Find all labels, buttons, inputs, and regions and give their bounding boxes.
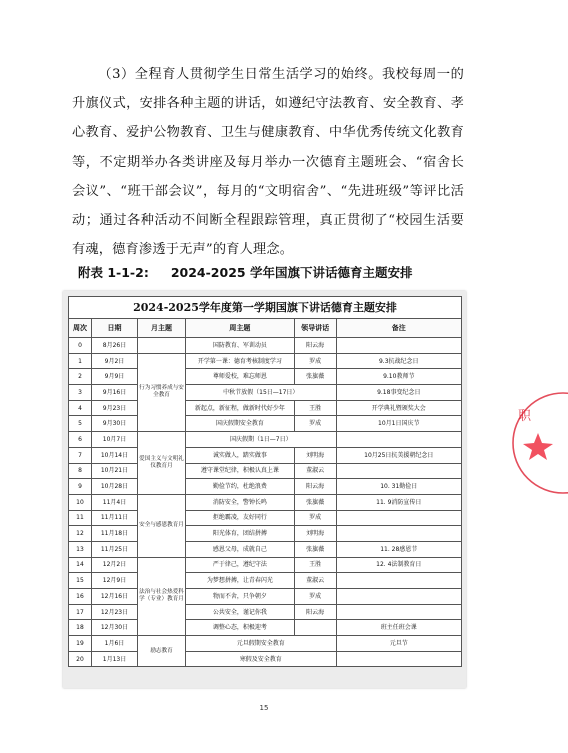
- cell-date: 11月11日: [91, 510, 137, 526]
- table-row: [69, 463, 462, 479]
- header-leader-speech: 领导讲话: [294, 319, 336, 338]
- table-row: [69, 447, 462, 463]
- cell-date: 1月6日: [91, 636, 137, 652]
- table-row: [69, 541, 462, 557]
- table-row: [69, 557, 462, 573]
- cell-leader: 罗成: [294, 589, 336, 605]
- table-caption: [78, 263, 412, 281]
- cell-note: [336, 573, 461, 589]
- page-number: 15: [259, 704, 269, 712]
- cell-week: 1: [69, 353, 92, 369]
- cell-week-theme: 中秋节放假（15日—17日）: [186, 385, 336, 401]
- table-row: [69, 479, 462, 495]
- cell-week-theme: 寒假及安全教育: [186, 651, 336, 667]
- table-row: [69, 510, 462, 526]
- cell-date: 9月23日: [91, 400, 137, 416]
- cell-leader: 阳云海: [294, 338, 336, 354]
- cell-date: 10月7日: [91, 432, 137, 448]
- cell-leader: 阳云海: [294, 479, 336, 495]
- cell-note: 12. 4法制教育日: [336, 557, 461, 573]
- cell-leader: 刘明海: [294, 447, 336, 463]
- table-row: [69, 651, 462, 667]
- cell-week: 5: [69, 416, 92, 432]
- cell-note: 11. 28感恩节: [336, 541, 461, 557]
- cell-week-theme: 开学第一课：德育考核制度学习: [186, 353, 295, 369]
- cell-week-theme: 为梦想拼搏，让青春闪光: [186, 573, 295, 589]
- cell-note: [336, 338, 461, 354]
- table-row: [69, 526, 462, 542]
- cell-date: 12月16日: [91, 589, 137, 605]
- cell-note: 9.3抗战纪念日: [336, 353, 461, 369]
- header-month-theme: 月主题: [137, 319, 185, 338]
- cell-week: 4: [69, 400, 92, 416]
- table-row: [69, 385, 462, 401]
- cell-date: 10月28日: [91, 479, 137, 495]
- cell-week-theme: 国庆假期安全教育: [186, 416, 295, 432]
- table-row: [69, 400, 462, 416]
- cell-note: [336, 526, 461, 542]
- cell-week-theme: 新起点，新征程，做新时代好少年: [186, 400, 295, 416]
- cell-note: 10月1日国庆节: [336, 416, 461, 432]
- cell-week: 2: [69, 369, 92, 385]
- cell-week: 7: [69, 447, 92, 463]
- schedule-table: [68, 296, 462, 667]
- paragraph-text: （3）全程育人贯彻学生日常生活学习的始终。我校每周一的升旗仪式，安排各种主题的讲话，如遵纪守法教育、安全教育、孝心教育、爱护公物教育、卫生与健康教育、中华优秀传统文化教育等，不定期举办各类讲座及每月举办一次德育主题班会、“宿舍长会议”、“班干部会议”，每月的“文明宿舍”、“先进班级”等评比活动；通过各种活动不间断全程跟踪管理，真正贯彻了“校园生活要有魂，德育渗透于无声”的育人理念。: [72, 67, 464, 258]
- cell-week: 17: [69, 604, 92, 620]
- cell-leader: 罗成: [294, 353, 336, 369]
- cell-note: 开学典礼暨颁奖大会: [336, 400, 461, 416]
- cell-date: 1月13日: [91, 651, 137, 667]
- cell-week-theme: 公共安全，谨记你我: [186, 604, 295, 620]
- header-date: 日期: [91, 319, 137, 338]
- cell-leader: [294, 620, 336, 636]
- cell-note: [336, 604, 461, 620]
- cell-date: 10月21日: [91, 463, 137, 479]
- cell-week-theme: 严于律己，遵纪守法: [186, 557, 295, 573]
- cell-week-theme: 拒绝霸凌，友好同行: [186, 510, 295, 526]
- cell-week-theme: 消防安全，警钟长鸣: [186, 494, 295, 510]
- cell-week-theme: 国庆假期（1日—7日）: [186, 432, 336, 448]
- cell-date: 11月25日: [91, 541, 137, 557]
- caption-title: 2024-2025 学年国旗下讲话德育主题安排: [170, 265, 413, 280]
- stamp-text: 职: [518, 409, 532, 424]
- cell-week: 12: [69, 526, 92, 542]
- cell-date: 11月18日: [91, 526, 137, 542]
- cell-week: 19: [69, 636, 92, 652]
- cell-note: 9.10教师节: [336, 369, 461, 385]
- cell-note: [336, 463, 461, 479]
- cell-week-theme: 勤俭节约，杜绝浪费: [186, 479, 295, 495]
- cell-date: 10月14日: [91, 447, 137, 463]
- cell-note: 班主任班会课: [336, 620, 461, 636]
- cell-week: 13: [69, 541, 92, 557]
- cell-note: 10月25日抗美援朝纪念日: [336, 447, 461, 463]
- cell-month-theme: 爱国主义与文明礼仪教育月: [137, 432, 185, 495]
- cell-week: 15: [69, 573, 92, 589]
- cell-month-theme: 行为习惯养成与安全教育: [137, 353, 185, 431]
- table-row: [69, 369, 462, 385]
- table-row: [69, 589, 462, 605]
- table-row: [69, 432, 462, 448]
- cell-leader: 董淑云: [294, 573, 336, 589]
- cell-week: 6: [69, 432, 92, 448]
- cell-week: 20: [69, 651, 92, 667]
- cell-week-theme: 物而不舍，只争朝夕: [186, 589, 295, 605]
- cell-note: 9.18事变纪念日: [336, 385, 461, 401]
- table-row: [69, 573, 462, 589]
- cell-leader: 王胜: [294, 400, 336, 416]
- cell-month-theme: 法治与社会热爱科学（专业）教育月: [137, 557, 185, 635]
- table-row: [69, 416, 462, 432]
- cell-leader: 张旗薇: [294, 494, 336, 510]
- cell-note: 11. 9消防宣传日: [336, 494, 461, 510]
- cell-leader: 刘明海: [294, 526, 336, 542]
- cell-leader: 董淑云: [294, 463, 336, 479]
- cell-month-theme: 安全与感恩教育月: [137, 494, 185, 557]
- cell-leader: 罗成: [294, 416, 336, 432]
- schedule-table-image: [63, 291, 466, 688]
- cell-week-theme: 尊师爱校，难忘师恩: [186, 369, 295, 385]
- cell-leader: 张旗薇: [294, 541, 336, 557]
- table-row: [69, 353, 462, 369]
- cell-week-theme: 阳光体育，团结拼搏: [186, 526, 295, 542]
- cell-week: 18: [69, 620, 92, 636]
- cell-week-theme: 调整心态，积极迎考: [186, 620, 295, 636]
- header-week: 周次: [69, 319, 92, 338]
- cell-month-theme: [137, 338, 185, 354]
- cell-date: 12月30日: [91, 620, 137, 636]
- cell-date: 12月23日: [91, 604, 137, 620]
- intro-paragraph: [72, 60, 464, 264]
- table-header-row: [69, 319, 462, 338]
- table-row: [69, 494, 462, 510]
- caption-label: 附表 1-1-2:: [78, 265, 149, 280]
- cell-date: 11月4日: [91, 494, 137, 510]
- cell-leader: 罗成: [294, 510, 336, 526]
- cell-date: 9月2日: [91, 353, 137, 369]
- cell-week: 14: [69, 557, 92, 573]
- cell-week: 3: [69, 385, 92, 401]
- cell-note: [336, 510, 461, 526]
- cell-date: 9月9日: [91, 369, 137, 385]
- cell-date: 9月16日: [91, 385, 137, 401]
- cell-date: 9月30日: [91, 416, 137, 432]
- cell-week-theme: 遵守课堂纪律，积极认真上课: [186, 463, 295, 479]
- cell-note: [336, 589, 461, 605]
- cell-note: [336, 432, 461, 448]
- cell-leader: 张旗薇: [294, 369, 336, 385]
- table-title: 2024-2025学年度第一学期国旗下讲话德育主题安排: [69, 297, 462, 319]
- cell-week: 0: [69, 338, 92, 354]
- cell-week: 10: [69, 494, 92, 510]
- red-seal-stamp: [508, 388, 568, 498]
- header-note: 备注: [336, 319, 461, 338]
- cell-leader: 王胜: [294, 557, 336, 573]
- cell-note: [336, 651, 461, 667]
- cell-month-theme: 励志教育: [137, 636, 185, 667]
- cell-week-theme: 国防教育、军训动员: [186, 338, 295, 354]
- cell-week: 16: [69, 589, 92, 605]
- cell-note: 元旦节: [336, 636, 461, 652]
- cell-week: 8: [69, 463, 92, 479]
- cell-date: 8月26日: [91, 338, 137, 354]
- cell-week-theme: 感恩父母，成就自己: [186, 541, 295, 557]
- table-row: [69, 636, 462, 652]
- table-row: [69, 620, 462, 636]
- cell-leader: 阳云海: [294, 604, 336, 620]
- cell-week-theme: 诚实做人，踏实做事: [186, 447, 295, 463]
- cell-date: 12月9日: [91, 573, 137, 589]
- header-week-theme: 周主题: [186, 319, 295, 338]
- cell-week-theme: 元旦假期安全教育: [186, 636, 336, 652]
- cell-week: 11: [69, 510, 92, 526]
- cell-week: 9: [69, 479, 92, 495]
- table-row: [69, 604, 462, 620]
- cell-date: 12月2日: [91, 557, 137, 573]
- table-row: [69, 338, 462, 354]
- cell-note: 10. 31勤俭日: [336, 479, 461, 495]
